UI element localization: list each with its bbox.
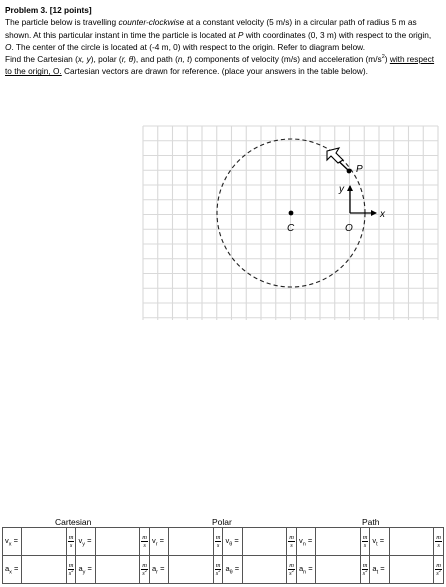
- unit-vx: $\frac{m}{s}$: [66, 528, 76, 556]
- label-an: $a_n$ =: [296, 556, 315, 584]
- answer-vtheta-input[interactable]: [242, 528, 286, 556]
- acceleration-row: [3, 556, 444, 584]
- unit-ax: $\frac{m}{s^2}$: [66, 556, 76, 584]
- problem-instructions: Find the Cartesian (x, y), polar (r, θ), and path (n, t) components of velocity (m/s) and acceleration $(m/s^2)$ with respect to the origin, O. Cartesian vectors are drawn for reference. (place your answers in the table below).: [5, 54, 435, 77]
- label-x: x: [380, 209, 385, 220]
- label-vtheta: $v_\theta$ =: [223, 528, 242, 556]
- unit-an: $\frac{m}{s^2}$: [360, 556, 370, 584]
- unit-vtheta: $\frac{m}{s}$: [287, 528, 297, 556]
- unit-vt: $\frac{m}{s}$: [434, 528, 444, 556]
- answer-table: [2, 527, 444, 584]
- label-atheta: $a_\theta$ =: [223, 556, 242, 584]
- unit-ar: $\frac{m}{s^2}$: [213, 556, 223, 584]
- answer-vy-input[interactable]: [95, 528, 139, 556]
- label-vy: $v_y$ =: [76, 528, 95, 556]
- unit-vy: $\frac{m}{s}$: [140, 528, 150, 556]
- unit-ay: $\frac{m}{s^2}$: [140, 556, 150, 584]
- label-o: O: [345, 223, 353, 234]
- label-y: y: [339, 184, 344, 195]
- answer-vt-input[interactable]: [389, 528, 433, 556]
- header-path: Path: [362, 517, 380, 527]
- velocity-arrow: [327, 148, 348, 170]
- unit-vr: $\frac{m}{s}$: [213, 528, 223, 556]
- answer-vx-input[interactable]: [22, 528, 66, 556]
- answer-vn-input[interactable]: [316, 528, 360, 556]
- label-at: $a_t$ =: [370, 556, 389, 584]
- unit-atheta: $\frac{m}{s^2}$: [287, 556, 297, 584]
- answer-atheta-input[interactable]: [242, 556, 286, 584]
- answer-ax-input[interactable]: [22, 556, 66, 584]
- label-p: P: [356, 164, 363, 175]
- unit-vn: $\frac{m}{s}$: [360, 528, 370, 556]
- problem-text: The particle below is travelling counter-clockwise at a constant velocity (5 m/s) in a circular path of radius 5 m as shown. At this particular instant in time the particle is located at P with coordinates (0, 3 m) with respect to the origin, O. The center of the circle is located at (-4 m, 0) with respect to the origin. Refer to diagram below.: [5, 17, 432, 52]
- problem-title: Problem 3. [12 points]: [5, 5, 92, 15]
- label-vt: $v_t$ =: [370, 528, 389, 556]
- answer-ar-input[interactable]: [169, 556, 213, 584]
- header-polar: Polar: [212, 517, 232, 527]
- header-cartesian: Cartesian: [55, 517, 92, 527]
- label-vn: $v_n$ =: [296, 528, 315, 556]
- answer-at-input[interactable]: [389, 556, 433, 584]
- velocity-row: [3, 528, 444, 556]
- label-ax: $a_x$ =: [3, 556, 22, 584]
- particle-point-p: [347, 169, 352, 174]
- answer-vr-input[interactable]: [169, 528, 213, 556]
- center-point-c: [289, 211, 294, 216]
- label-c: C: [287, 223, 295, 234]
- answer-ay-input[interactable]: [95, 556, 139, 584]
- answer-an-input[interactable]: [316, 556, 360, 584]
- label-vx: $v_x$ =: [3, 528, 22, 556]
- label-ar: $a_r$ =: [149, 556, 168, 584]
- unit-at: $\frac{m}{s^2}$: [434, 556, 444, 584]
- label-ay: $a_y$ =: [76, 556, 95, 584]
- label-vr: $v_r$ =: [149, 528, 168, 556]
